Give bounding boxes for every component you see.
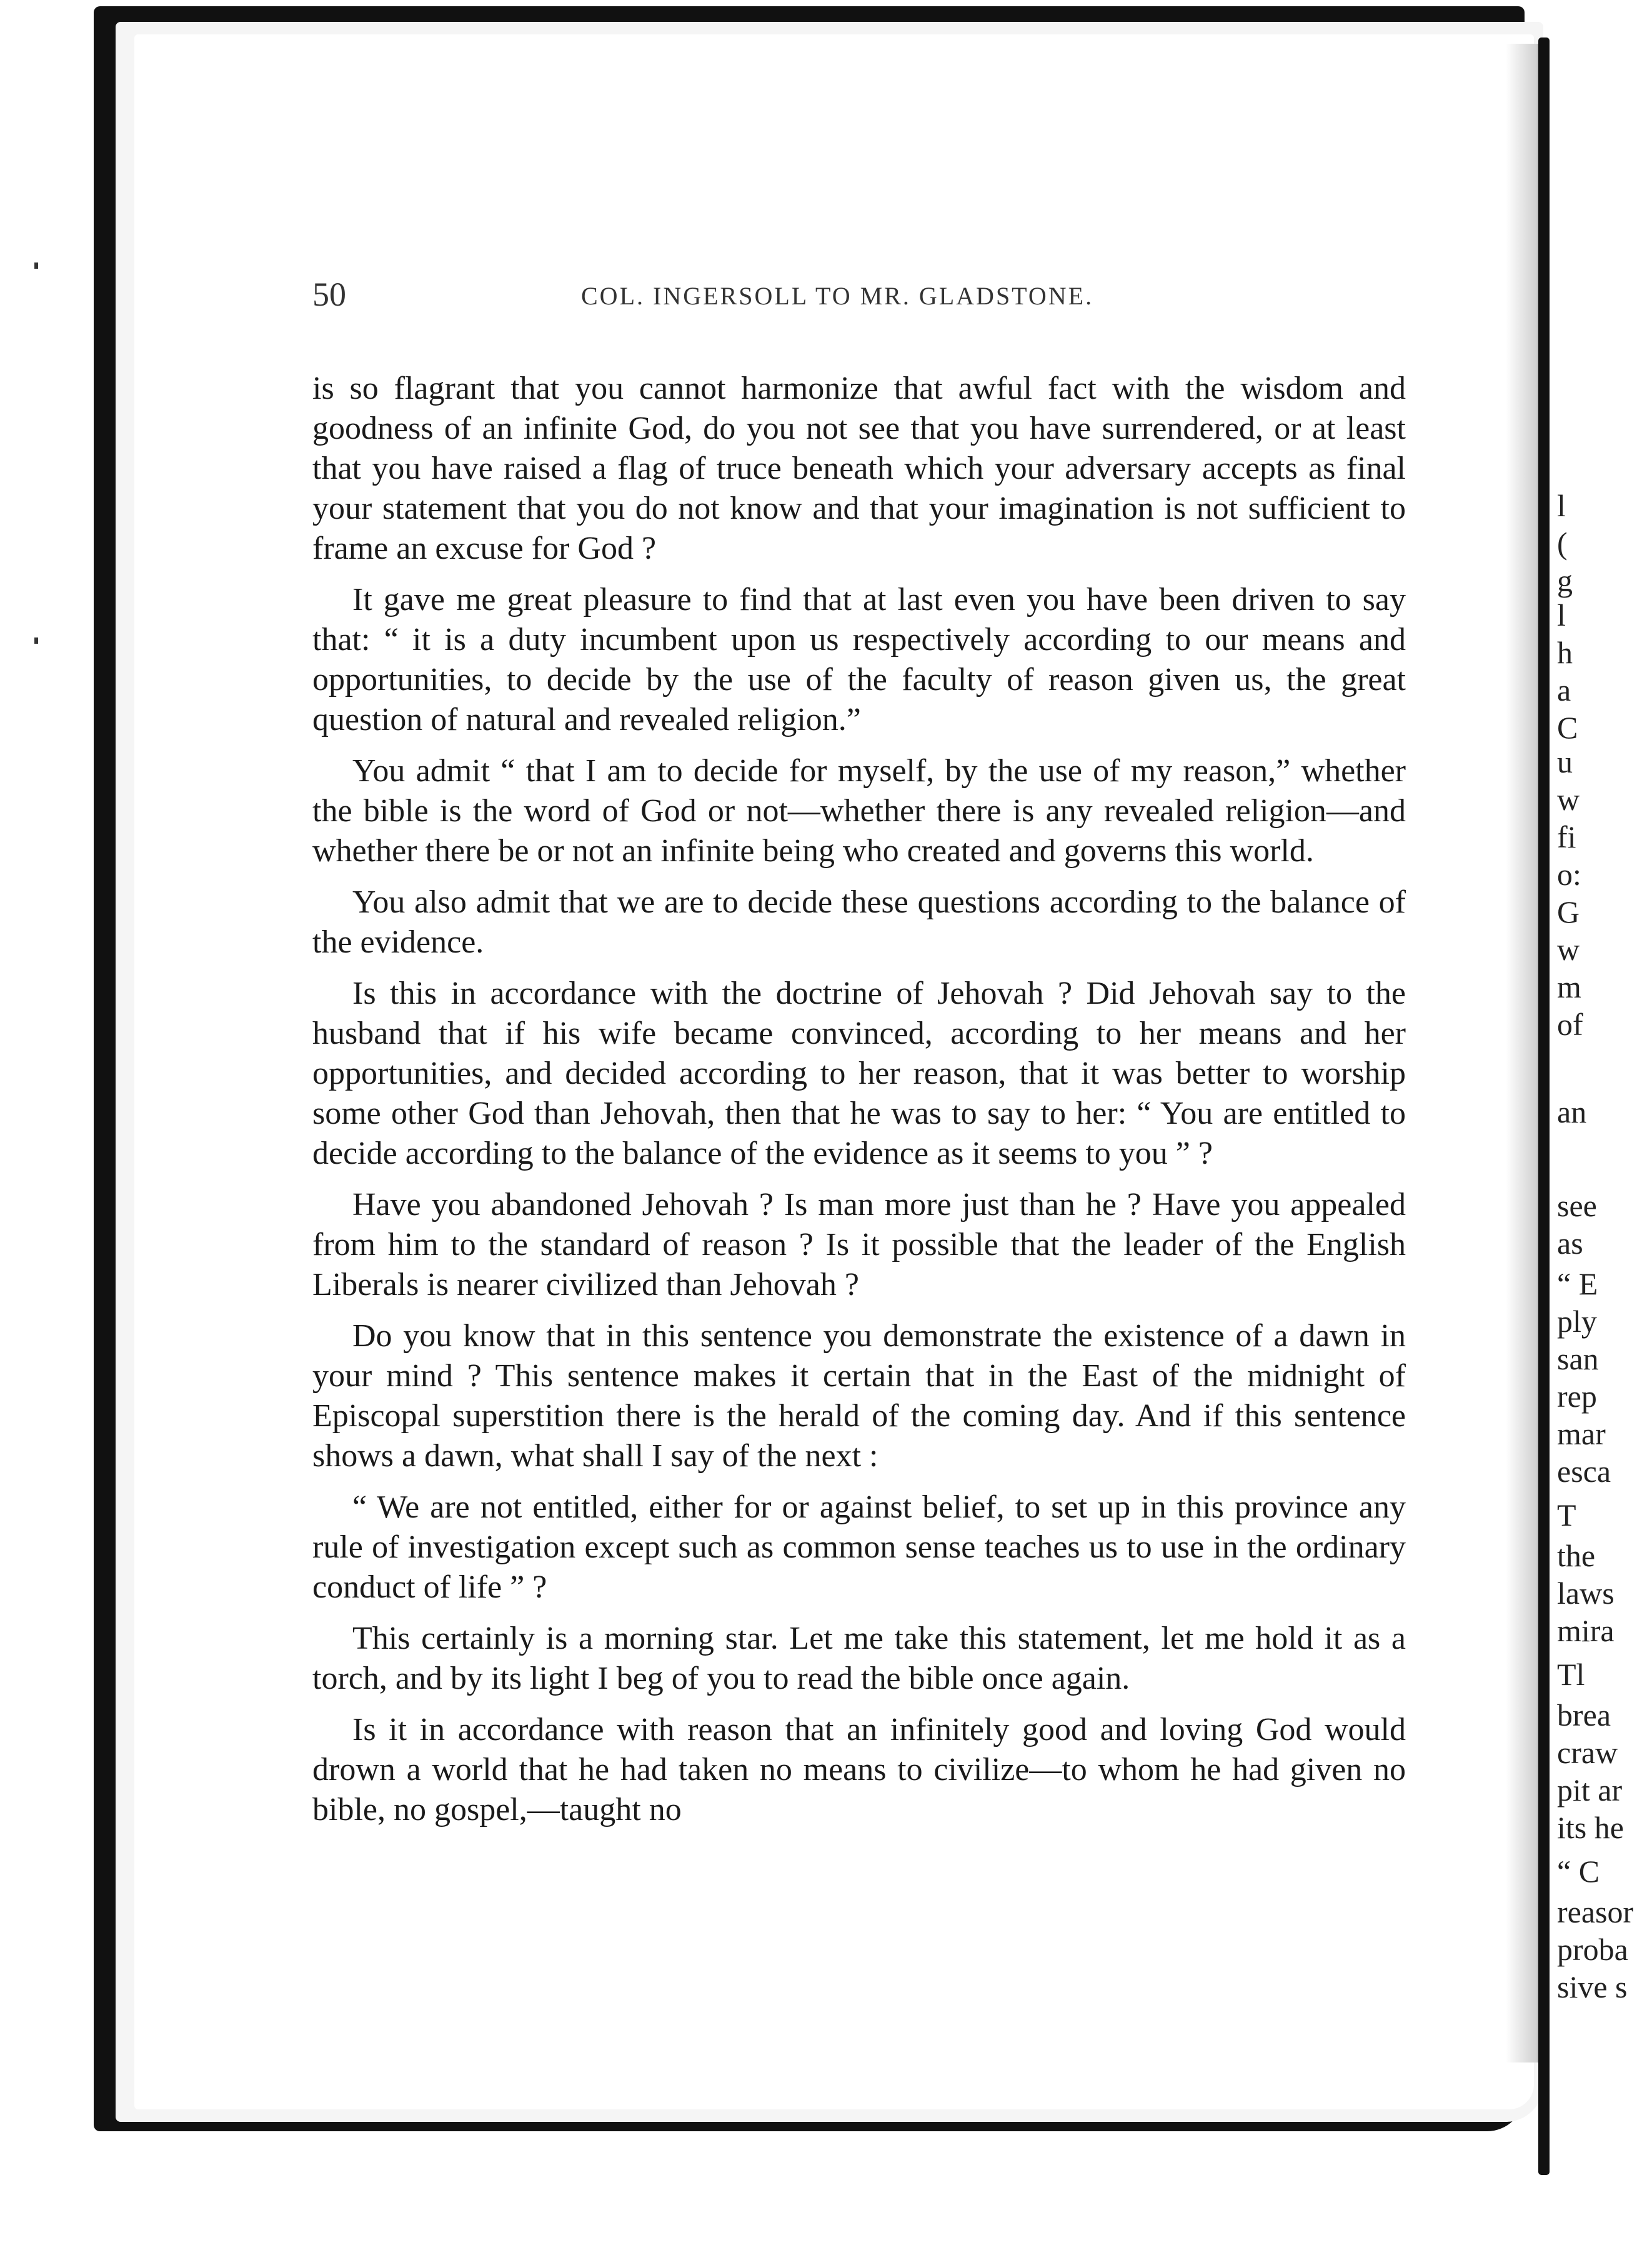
facing-page-fragment: m xyxy=(1557,969,1581,1004)
facing-page-fragment: o: xyxy=(1557,857,1581,892)
facing-page-fragment: rep xyxy=(1557,1379,1597,1414)
facing-page-fragment: C xyxy=(1557,710,1578,745)
facing-page-fragment: see xyxy=(1557,1188,1597,1223)
facing-page-fragment: ( xyxy=(1557,526,1568,561)
facing-page-fragment: its he xyxy=(1557,1810,1624,1845)
page-body xyxy=(312,275,1406,1841)
facing-page-fragment: fi xyxy=(1557,819,1576,854)
facing-page-fragment: G xyxy=(1557,894,1580,929)
paragraph: Is it in accordance with reason that an infinitely good and loving God would drown a world that he had taken no means to civilize—to whom he had given no bible, no gospel,—taught no xyxy=(312,1712,1406,1828)
page-number: 50 xyxy=(312,276,346,313)
paragraph: Have you abandoned Jehovah ? Is man more just than he ? Have you appealed from him to the standard of reason ? Is it possible that the leader of the English Liberals is nearer civilized than Jehovah ? xyxy=(312,1187,1406,1302)
paragraph: It gave me great pleasure to find that at last even you have been driven to say that: “ it is a duty incumbent upon us respectively according to our means and opportunities, to decide by the use of the faculty of reason given us, the great question of natural and revealed religion.” xyxy=(312,582,1406,738)
facing-page-fragment: of xyxy=(1557,1007,1583,1042)
facing-page-fragment: l xyxy=(1557,488,1566,523)
facing-page-fragment: w xyxy=(1557,782,1580,817)
facing-page-fragment: mira xyxy=(1557,1613,1615,1648)
running-head: COL. INGERSOLL TO MR. GLADSTONE. xyxy=(581,282,1094,310)
quotation-paragraph: “ We are not entitled, either for or against belief, to set up in this province any rule of investigation except such as common sense teaches us to use in the ordinary conduct of life ” ? xyxy=(312,1489,1406,1605)
facing-page-fragment: pit ar xyxy=(1557,1772,1623,1808)
facing-page-fragment: brea xyxy=(1557,1698,1611,1732)
scan-speck xyxy=(34,262,38,269)
facing-page-fragment: an xyxy=(1557,1094,1587,1129)
scan-speck xyxy=(34,638,38,644)
facing-page-fragment: T xyxy=(1557,1498,1576,1532)
facing-page-fragment: u xyxy=(1557,744,1573,779)
facing-page-fragment: Tl xyxy=(1557,1657,1585,1692)
paragraph: Is this in accordance with the doctrine of Jehovah ? Did Jehovah say to the husband that if his wife became convinced, according to her means and her opportunities, and decided according to her reason, that it was better to worship some other God than Jehovah, then that he was to say to her: “ You are entitled to decide according to the balance of the evidence as it seems to you ” ? xyxy=(312,976,1406,1171)
facing-page-fragment: w xyxy=(1557,932,1580,967)
facing-page-edge xyxy=(1550,25,1652,2225)
facing-page-fragment: as xyxy=(1557,1226,1583,1261)
facing-page-fragment: ply xyxy=(1557,1304,1597,1339)
paragraph: Do you know that in this sentence you demonstrate the existence of a dawn in your mind ? This sentence makes it certain that in the East of the midnight of Episcopal superstition there is the herald of the coming day. And if this sentence shows a dawn, what shall I say of the next : xyxy=(312,1318,1406,1474)
facing-page-fragment: “ C xyxy=(1557,1854,1600,1889)
book-gutter xyxy=(1538,38,1550,2175)
facing-page-fragment: laws xyxy=(1557,1576,1615,1611)
paragraph: This certainly is a morning star. Let me take this statement, let me hold it as a torch, and by its light I beg of you to read the bible once again. xyxy=(312,1621,1406,1696)
facing-page-fragment: esca xyxy=(1557,1454,1611,1489)
facing-page-fragment: proba xyxy=(1557,1932,1628,1967)
facing-page-fragment: san xyxy=(1557,1341,1599,1376)
paragraph: You admit “ that I am to decide for myself, by the use of my reason,” whether the bible is the word of God or not—whether there is any revealed religion—and whether there be or not an infinite being who created and governs this world. xyxy=(312,753,1406,869)
facing-page-fragment: a xyxy=(1557,672,1571,708)
facing-page-fragment: reasor xyxy=(1557,1894,1634,1929)
page-header xyxy=(312,275,1406,325)
facing-page-fragment: “ E xyxy=(1557,1266,1598,1301)
facing-page-fragment: the xyxy=(1557,1538,1596,1573)
facing-page-fragment: craw xyxy=(1557,1735,1618,1770)
paragraph: is so flagrant that you cannot harmonize that awful fact with the wisdom and goodness of an infinite God, do you not see that you have surrendered, or at least that you have raised a flag of truce beneath which your adversary accepts as final your statement that you do not know and that your imagination is not sufficient to frame an excuse for God ? xyxy=(312,371,1406,566)
facing-page-fragment: l xyxy=(1557,598,1566,632)
facing-page-fragment: g xyxy=(1557,563,1573,598)
facing-page-fragment: sive s xyxy=(1557,1969,1628,2004)
facing-page-fragment: h xyxy=(1557,635,1573,670)
paragraph: You also admit that we are to decide these questions according to the balance of the evidence. xyxy=(312,884,1406,960)
facing-page-fragment: mar xyxy=(1557,1416,1606,1451)
